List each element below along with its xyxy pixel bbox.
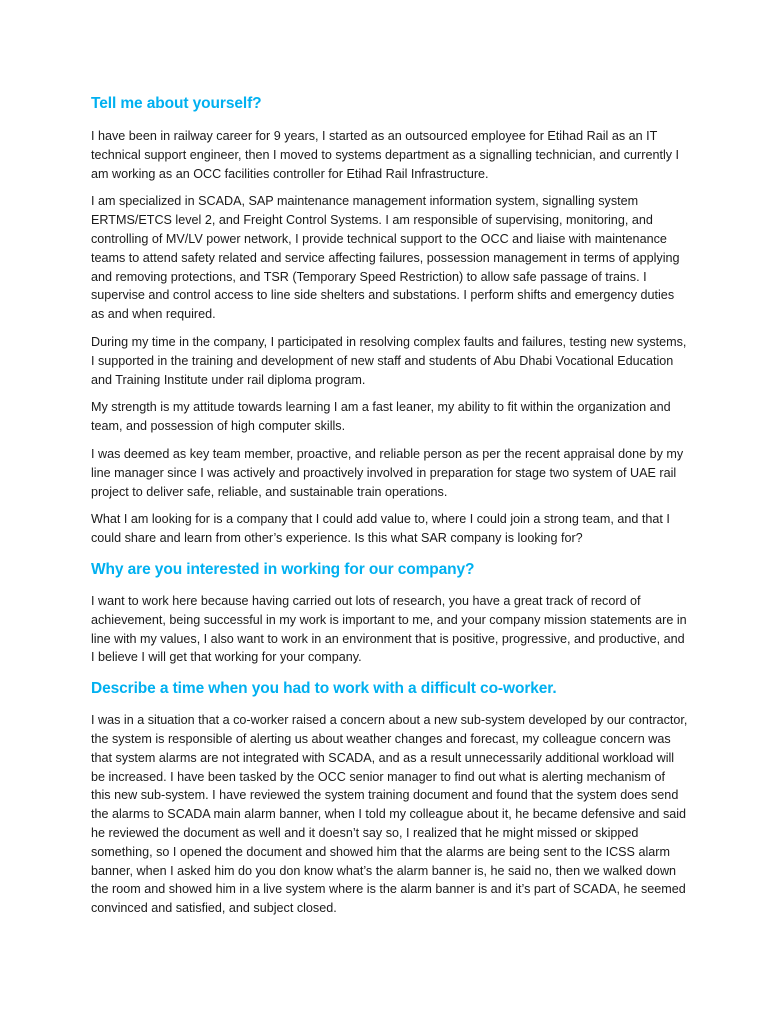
section-heading: Why are you interested in working for our company? [91, 560, 475, 578]
paragraph: I want to work here because having carried out lots of research, you have a great track of record of achievement, being successful in my work is important to me, and your company mission statements are in line with my values, I also want to work in an environment that is positive, progressive, and productive, and I believe I will get that working for your company. [91, 593, 687, 665]
paragraph: I was in a situation that a co-worker raised a concern about a new sub-system developed by our contractor, the system is responsible of alerting us about weather changes and forecast, my colleague concern was that system alarms are not integrated with SCADA, and as a result unnecessarily additional workload will be increased. I have been tasked by the OCC senior manager to find out what is alerting mechanism of this new sub-system. I have reviewed the system training document and found that the system does send the alarms to SCADA main alarm banner, when I told my colleague about it, he became defensive and said he reviewed the document as well and it doesn’t say so, I realized that he might missed or skipped something, so I opened the document and showed him that the alarms are being sent to the ICSS alarm banner, when I asked him do you don know what’s the alarm banner is, he said no, then we walked down the room and showed him in a live system where is the alarm banner is and it’s part of SCADA, he seemed convinced and satisfied, and subject closed. [91, 713, 688, 916]
paragraph: I have been in railway career for 9 years, I started as an outsourced employee for Etihad Rail as an IT technical support engineer, then I moved to systems department as a signalling technician, and currently I am working as an OCC facilities controller for Etihad Rail Infrastructure. [91, 129, 680, 181]
section-heading: Tell me about yourself? [91, 95, 262, 112]
paragraph: During my time in the company, I participated in resolving complex faults and failures, testing new systems, I supported in the training and development of new staff and students of Abu Dhabi Vocational Education and Training Institute under rail diploma program. [91, 334, 687, 387]
section-heading: Describe a time when you had to work with a difficult co-worker. [91, 680, 557, 698]
paragraph: I was deemed as key team member, proactive, and reliable person as per the recent appraisal done by my line manager since I was actively and proactively involved in preparation for stage two system of UAE rail project to deliver safe, reliable, and sustainable train operations. [91, 446, 684, 499]
paragraph: My strength is my attitude towards learning I am a fast leaner, my ability to fit within the organization and team, and possession of high computer skills. [91, 400, 671, 434]
paragraph: I am specialized in SCADA, SAP maintenance management information system, signalling system ERTMS/ETCS level 2, and Freight Control Systems. I am responsible of supervising, monitoring, and controlling of MV/LV power network, I provide technical support to the OCC and liaise with maintenance teams to attend safety related and service affecting failures, possession management in terms of applying and removing protections, and TSR (Temporary Speed Restriction) to allow safe passage of trains. I supervise and control access to line side shelters and substations. I perform shifts and emergency duties as and when required. [91, 194, 680, 322]
paragraph: What I am looking for is a company that I could add value to, where I could join a strong team, and that I could share and learn from other’s experience. Is this what SAR company is looking for? [91, 512, 670, 546]
